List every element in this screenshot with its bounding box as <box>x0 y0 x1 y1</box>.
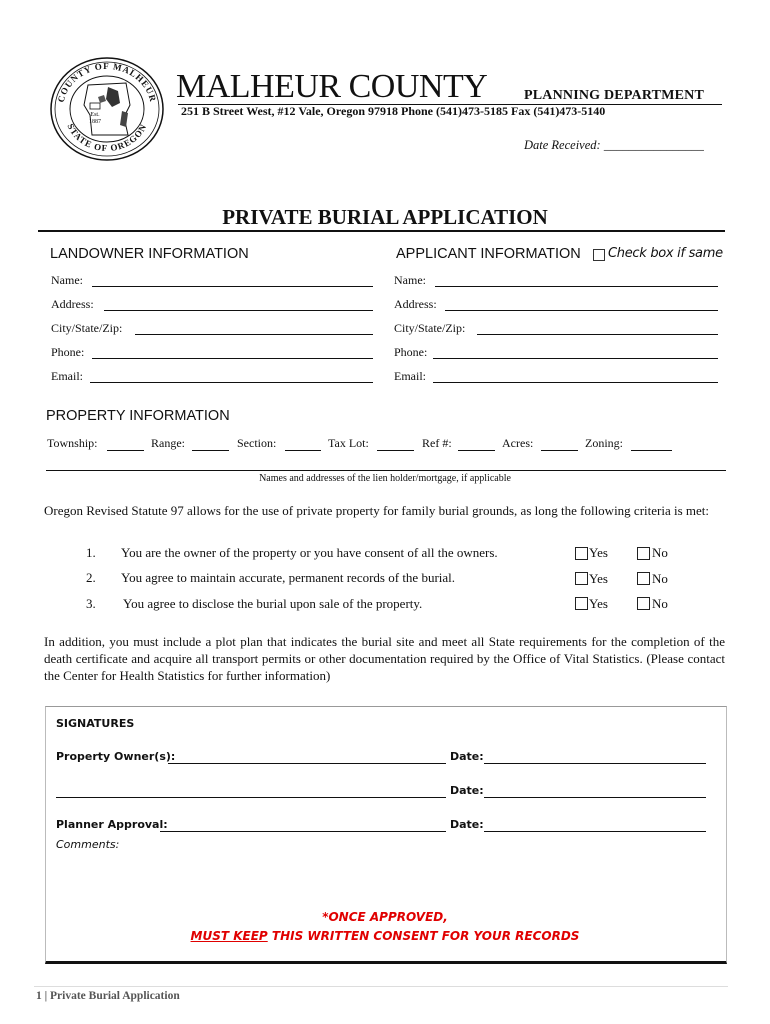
criterion-1-no-checkbox[interactable] <box>637 547 650 560</box>
ref-number-label: Ref #: <box>422 436 452 450</box>
landowner-citystatezip-field[interactable] <box>135 334 373 335</box>
lien-holder-note: Names and addresses of the lien holder/mortgage, if applicable <box>259 473 511 484</box>
applicant-name-field[interactable] <box>435 286 718 287</box>
criterion-1-yes-checkbox[interactable] <box>575 547 588 560</box>
planner-date-label: Date: <box>450 818 484 831</box>
criterion-2-no-checkbox[interactable] <box>637 572 650 585</box>
acres-field[interactable] <box>541 450 578 451</box>
criterion-1-text: You are the owner of the property or you have consent of all the owners. <box>121 545 498 560</box>
landowner-phone-label: Phone: <box>51 345 85 359</box>
applicant-citystatezip-label: City/State/Zip: <box>394 321 466 335</box>
landowner-address-field[interactable] <box>104 310 373 311</box>
property-owner-signature-field[interactable] <box>168 763 446 764</box>
date-received <box>524 138 704 153</box>
criterion-3-yes-checkbox[interactable] <box>575 597 588 610</box>
tax-lot-label: Tax Lot: <box>328 436 369 450</box>
notice-must-keep: MUST KEEP <box>190 929 268 943</box>
statute-intro: Oregon Revised Statute 97 allows for the use of private property for family burial grounds, as long the following criteria is met: <box>44 503 710 518</box>
applicant-address-label: Address: <box>394 297 437 311</box>
owner-date-field[interactable] <box>484 763 706 764</box>
signatures-heading: SIGNATURES <box>56 717 135 730</box>
range-field[interactable] <box>192 450 229 451</box>
township-field[interactable] <box>107 450 144 451</box>
landowner-phone-field[interactable] <box>92 358 373 359</box>
zoning-field[interactable] <box>631 450 672 451</box>
applicant-address-field[interactable] <box>445 310 718 311</box>
county-seal-logo <box>48 55 166 163</box>
seal-est-year: 1887 <box>89 119 101 125</box>
planner-date-field[interactable] <box>484 831 706 832</box>
applicant-phone-field[interactable] <box>433 358 718 359</box>
second-owner-signature-field[interactable] <box>56 797 446 798</box>
criterion-1-number: 1. <box>86 545 96 560</box>
landowner-name-field[interactable] <box>92 286 373 287</box>
county-name: MALHEUR COUNTY <box>176 68 488 105</box>
seal-est-label: Est. <box>90 112 100 118</box>
second-owner-date-label: Date: <box>450 784 484 797</box>
landowner-name-label: Name: <box>51 273 83 287</box>
form-title <box>0 205 770 230</box>
criterion-3-number: 3. <box>86 596 96 611</box>
signatures-box <box>45 706 727 964</box>
notice-line-2 <box>0 929 770 943</box>
title-divider <box>38 230 725 232</box>
owner-date-label: Date: <box>450 750 484 763</box>
criterion-2-yes-checkbox[interactable] <box>575 572 588 585</box>
second-owner-date-field[interactable] <box>484 797 706 798</box>
planner-approval-label: Planner Approval: <box>56 818 168 831</box>
criterion-2-text: You agree to maintain accurate, permanent records of the burial. <box>121 570 456 585</box>
criterion-3-text: You agree to disclose the burial upon sale of the property. <box>123 596 423 611</box>
addition-requirements-text: In addition, you must include a plot plan that indicates the burial site and meet all State requirements for the completion of the death certificate and acquire all transport permits or other documentation required by the Office of Vital Statistics. (Please contact the Center for Health Statistics for further information) <box>44 634 725 683</box>
tax-lot-field[interactable] <box>377 450 414 451</box>
criterion-1-yes-label: Yes <box>589 545 608 560</box>
footer-divider <box>34 986 728 987</box>
section-label: Section: <box>237 436 277 450</box>
criterion-3-no-checkbox[interactable] <box>637 597 650 610</box>
landowner-heading: LANDOWNER INFORMATION <box>50 246 249 262</box>
criterion-1-no-label: No <box>652 545 668 560</box>
criterion-3-yes-label: Yes <box>589 596 608 611</box>
property-owner-label: Property Owner(s): <box>56 750 176 763</box>
criterion-2-number: 2. <box>86 570 96 585</box>
applicant-phone-label: Phone: <box>394 345 428 359</box>
comments-label: Comments: <box>56 838 120 851</box>
department-name: PLANNING DEPARTMENT <box>524 88 704 103</box>
lien-holder-field[interactable] <box>46 470 726 471</box>
date-received-field[interactable]: ________________ <box>603 138 704 152</box>
date-received-label: Date Received: <box>524 138 601 152</box>
criterion-2-yes-label: Yes <box>589 571 608 586</box>
form-title-text: PRIVATE BURIAL APPLICATION <box>222 205 548 229</box>
notice-line-1: *ONCE APPROVED, <box>322 910 448 924</box>
zoning-label: Zoning: <box>585 436 623 450</box>
criterion-3-no-label: No <box>652 596 668 611</box>
notice-rest: THIS WRITTEN CONSENT FOR YOUR RECORDS <box>267 929 580 943</box>
criterion-2-no-label: No <box>652 571 668 586</box>
same-as-landowner-label: Check box if same <box>608 246 723 261</box>
acres-label: Acres: <box>502 436 534 450</box>
page-footer: 1 | Private Burial Application <box>36 990 180 1002</box>
property-heading: PROPERTY INFORMATION <box>46 408 230 424</box>
landowner-email-field[interactable] <box>90 382 373 383</box>
applicant-name-label: Name: <box>394 273 426 287</box>
applicant-email-label: Email: <box>394 369 426 383</box>
same-as-landowner-checkbox[interactable] <box>593 249 605 261</box>
landowner-email-label: Email: <box>51 369 83 383</box>
applicant-email-field[interactable] <box>433 382 718 383</box>
applicant-heading: APPLICANT INFORMATION <box>396 246 581 262</box>
planner-approval-signature-field[interactable] <box>160 831 446 832</box>
landowner-address-label: Address: <box>51 297 94 311</box>
applicant-citystatezip-field[interactable] <box>477 334 718 335</box>
seal-top-text: COUNTY OF MALHEUR <box>55 60 159 104</box>
section-field[interactable] <box>285 450 321 451</box>
ref-number-field[interactable] <box>458 450 495 451</box>
landowner-citystatezip-label: City/State/Zip: <box>51 321 123 335</box>
range-label: Range: <box>151 436 185 450</box>
department-address: 251 B Street West, #12 Vale, Oregon 97918 Phone (541)473-5185 Fax (541)473-5140 <box>181 104 606 118</box>
seal-bottom-text: STATE OF OREGON <box>65 121 149 154</box>
township-label: Township: <box>47 436 98 450</box>
